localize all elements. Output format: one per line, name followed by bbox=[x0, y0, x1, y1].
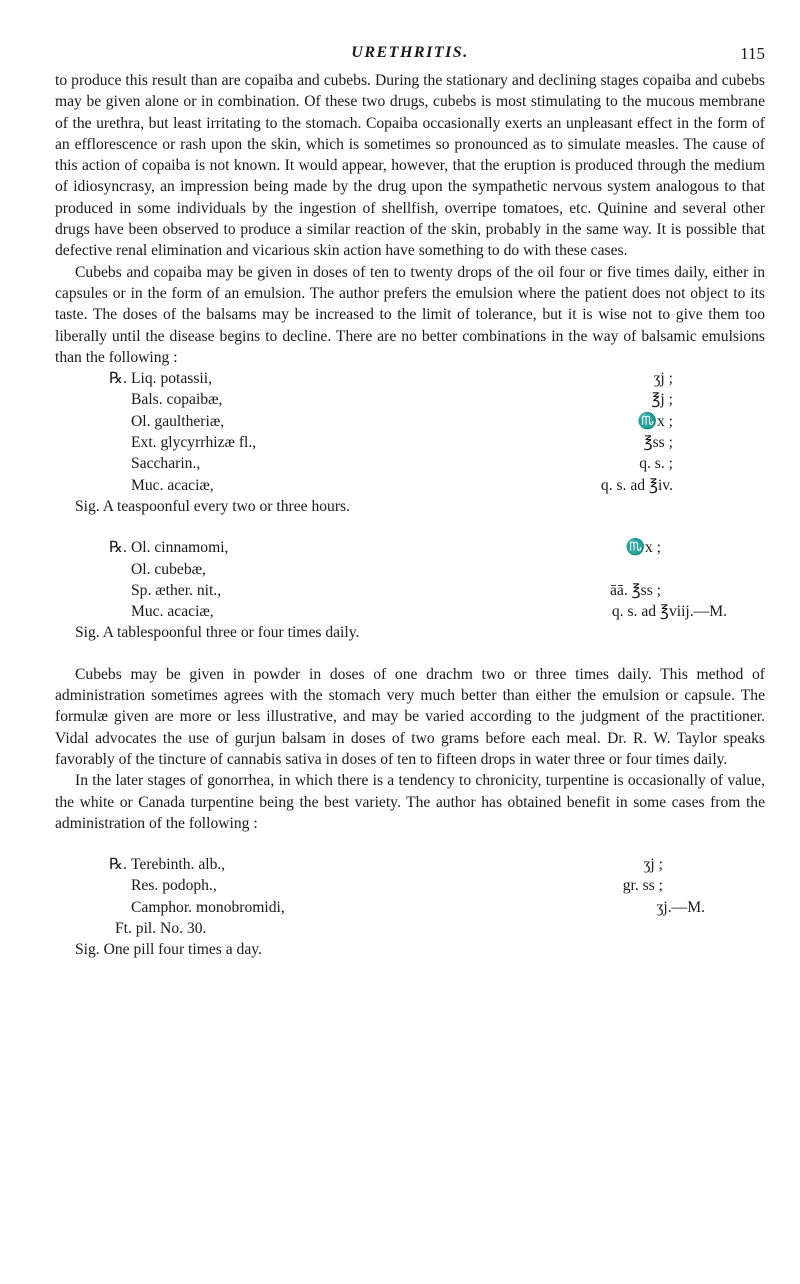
signa-instructions: Sig. A teaspoonful every two or three hours. bbox=[75, 497, 351, 515]
ingredient-name: Terebinth. alb., bbox=[131, 856, 226, 874]
prescription-line bbox=[55, 580, 765, 601]
ingredient-quantity: ʒj ; bbox=[653, 370, 673, 388]
recipe-symbol: ℞. bbox=[109, 856, 127, 874]
ingredient-name: Ol. cinnamomi, bbox=[131, 539, 229, 557]
ingredient-name: Bals. copaibæ, bbox=[131, 391, 223, 409]
ingredient-quantity: gr. ss ; bbox=[622, 877, 663, 895]
ingredient-quantity: q. s. ad ℥viij.—M. bbox=[611, 603, 727, 621]
running-header bbox=[55, 44, 765, 70]
prescription-line bbox=[55, 854, 765, 875]
prescription-line bbox=[55, 537, 765, 558]
prescription-line bbox=[55, 918, 765, 939]
prescription-line bbox=[55, 475, 765, 496]
signa-instructions: Sig. A tablespoonful three or four times daily. bbox=[75, 624, 360, 642]
ingredient-quantity: ʒj ; bbox=[643, 856, 663, 874]
prescription-3 bbox=[55, 854, 765, 960]
prescription-line bbox=[55, 496, 765, 517]
ingredient-name: Saccharin., bbox=[131, 455, 201, 473]
prescription-line bbox=[55, 559, 765, 580]
ingredient-name: Ft. pil. No. 30. bbox=[115, 919, 207, 937]
prescription-line bbox=[55, 411, 765, 432]
ingredient-quantity: ℥j ; bbox=[651, 391, 673, 409]
prescription-line bbox=[55, 939, 765, 960]
recipe-symbol: ℞. bbox=[109, 370, 127, 388]
ingredient-quantity: āā. ℥ss ; bbox=[609, 581, 661, 599]
ingredient-name: Liq. potassii, bbox=[131, 370, 212, 388]
prescription-line bbox=[55, 432, 765, 453]
prescription-2 bbox=[55, 537, 765, 643]
prescription-1 bbox=[55, 368, 765, 517]
ingredient-name: Res. podoph., bbox=[131, 877, 217, 895]
prescription-line bbox=[55, 453, 765, 474]
ingredient-quantity: ℥ss ; bbox=[643, 434, 673, 452]
ingredient-quantity: q. s. ; bbox=[639, 455, 673, 473]
prescription-line bbox=[55, 389, 765, 410]
prescription-line bbox=[55, 368, 765, 389]
paragraph-4: In the later stages of gonorrhea, in which there is a tendency to chronicity, turpentine is occasionally of value, the white or Canada turpentine being the best variety. The author has obtained benefit in some cases from the administration of the following : bbox=[55, 772, 765, 832]
page bbox=[55, 44, 765, 961]
ingredient-quantity: q. s. ad ℥iv. bbox=[600, 476, 673, 494]
ingredient-name: Muc. acaciæ, bbox=[131, 476, 214, 494]
prescription-line bbox=[55, 897, 765, 918]
prescription-line bbox=[55, 601, 765, 622]
signa-instructions: Sig. One pill four times a day. bbox=[75, 941, 262, 959]
recipe-symbol: ℞. bbox=[109, 539, 127, 557]
paragraph-1: to produce this result than are copaiba and cubebs. During the stationary and declining stages copaiba and cubebs may be given alone or in combination. Of these two drugs, cubebs is most stimulating to the mucous membrane of the urethra, but least irritating to the stomach. Copaiba occasionally exerts an unpleasant effect in the form of an efflorescence or rash upon the skin, which is sometimes so pronounced as to simulate measles. The cause of this action of copaiba is not known. It would appear, however, that the eruption is produced through the medium of idiosyncrasy, an impression being made by the drug upon the sympathetic nervous system analogous to that produced in some individuals by the ingestion of shellfish, overripe tomatoes, etc. Quinine and several other drugs have been observed to produce a similar reaction of the skin, probably in the same way. It is possible that defective renal elimination and vicarious skin action have something to do with these cases. bbox=[55, 72, 765, 260]
ingredient-name: Ol. cubebæ, bbox=[131, 560, 206, 578]
page-number: 115 bbox=[740, 44, 765, 63]
ingredient-quantity: ♏x ; bbox=[625, 539, 661, 557]
running-title: URETHRITIS. bbox=[351, 44, 469, 61]
ingredient-name: Ol. gaultheriæ, bbox=[131, 412, 225, 430]
ingredient-name: Muc. acaciæ, bbox=[131, 603, 214, 621]
ingredient-name: Sp. æther. nit., bbox=[131, 581, 222, 599]
prescription-line bbox=[55, 875, 765, 896]
ingredient-quantity: ♏x ; bbox=[637, 412, 673, 430]
ingredient-quantity: ʒj.—M. bbox=[656, 898, 705, 916]
prescription-line bbox=[55, 622, 765, 643]
paragraph-2: Cubebs and copaiba may be given in doses of ten to twenty drops of the oil four or five times daily, either in capsules or in the form of an emulsion. The author prefers the emulsion where the patient does not object to its taste. The doses of the balsams may be increased to the limit of tolerance, but it is wise not to give them too liberally until the disease begins to decline. There are no better combinations in the way of balsamic emulsions than the following : bbox=[55, 263, 765, 366]
ingredient-name: Ext. glycyrrhizæ fl., bbox=[131, 434, 257, 452]
ingredient-name: Camphor. monobromidi, bbox=[131, 898, 285, 916]
paragraph-3: Cubebs may be given in powder in doses of one drachm two or three times daily. This method of administration sometimes agrees with the stomach very much better than either the emulsion or capsule. The formulæ given are more or less illustrative, and may be varied according to the judgment of the practitioner. Vidal advocates the use of gurjun balsam in doses of two grams before each meal. Dr. R. W. Taylor speaks favorably of the tincture of cannabis sativa in doses of ten to fifteen drops in water three or four times daily. bbox=[55, 665, 765, 768]
